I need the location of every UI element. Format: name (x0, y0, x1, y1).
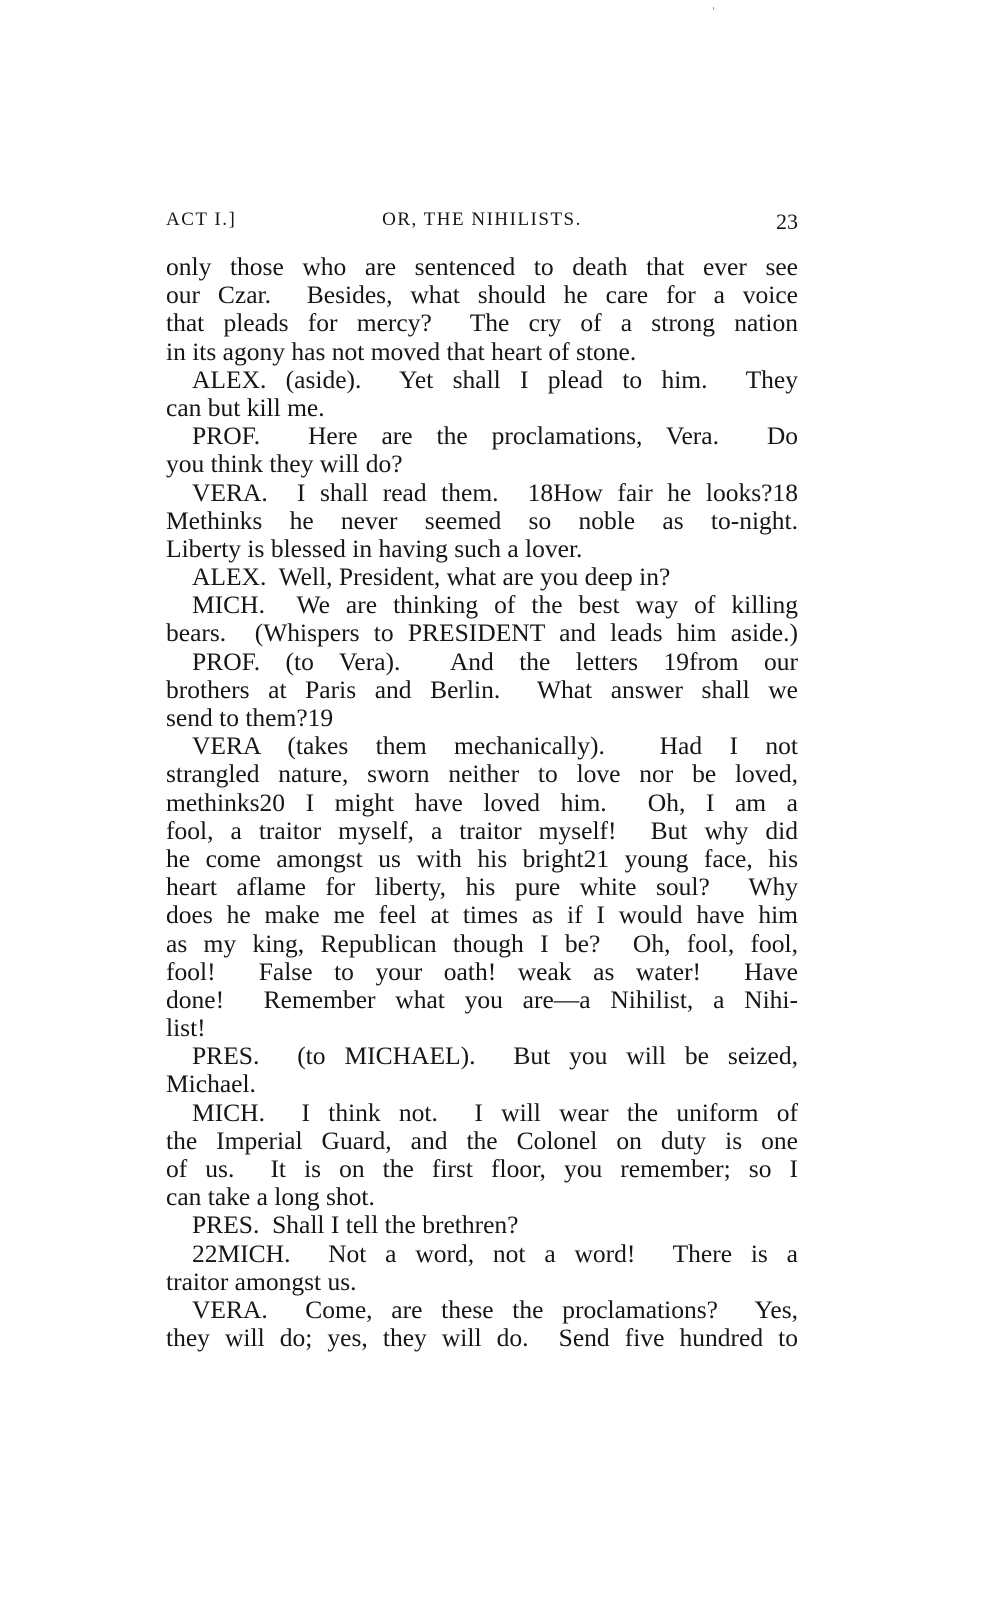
text-line: you think they will do? (166, 449, 403, 479)
text-line: send to them?19 (166, 703, 334, 732)
text-line: they will do; yes, they will do. Send five hundred to (166, 1323, 798, 1353)
text-line: our Czar. Besides, what should he care for a voice (166, 280, 798, 310)
text-line: the Imperial Guard, and the Colonel on duty is one (166, 1125, 798, 1155)
text-line: Liberty is blessed in having such a lover. (166, 533, 583, 563)
running-title: OR, THE NIHILISTS. (382, 209, 582, 230)
text-line: VERA. Come, are these the proclamations? Yes, (192, 1294, 798, 1324)
text-line: only those who are sentenced to death that ever see (166, 252, 798, 281)
text-line: ALEX. Well, President, what are you deep in? (192, 562, 671, 592)
text-line: that pleads for mercy? The cry of a strong nation (166, 308, 798, 338)
page-number: 23 (776, 209, 798, 234)
text-line: he come amongst us with his bright21 young face, his (166, 843, 798, 873)
text-line: ALEX. (aside). Yet shall I plead to him. They (192, 364, 798, 394)
text-line: as my king, Republican though I be? Oh, fool, fool, (166, 928, 798, 958)
text-line: strangled nature, sworn neither to love nor be loved, (166, 759, 798, 789)
text-line: list! (166, 1013, 206, 1043)
text-line: PRES. (to MICHAEL). But you will be seized, (192, 1041, 798, 1071)
text-line: heart aflame for liberty, his pure white soul? Why (166, 872, 798, 902)
text-line: methinks20 I might have loved him. Oh, I am a (166, 787, 798, 817)
scan-mark (713, 7, 714, 10)
text-line: bears. (Whispers to PRESIDENT and leads him aside.) (166, 618, 798, 648)
text-line: VERA (takes them mechanically). Had I not (192, 731, 798, 761)
text-line: brothers at Paris and Berlin. What answer shall we (166, 674, 798, 704)
text-line: Methinks he never seemed so noble as to-night. (166, 505, 798, 535)
text-line: can take a long shot. (166, 1182, 375, 1212)
text-line: fool! False to your oath! weak as water! Have (166, 956, 798, 986)
text-line: PROF. Here are the proclamations, Vera. Do (192, 421, 798, 451)
text-line: PROF. (to Vera). And the letters 19from our (192, 646, 798, 676)
text-line: traitor amongst us. (166, 1266, 357, 1296)
text-line: VERA. I shall read them. 18How fair he looks?18 (192, 477, 798, 507)
text-line: does he make me feel at times as if I would have him (166, 900, 798, 930)
text-line: in its agony has not moved that heart of stone. (166, 336, 637, 366)
act-label: ACT I.] (166, 209, 237, 230)
dialogue-body (166, 253, 798, 1352)
text-line: 22MICH. Not a word, not a word! There is a (192, 1238, 798, 1268)
text-line: PRES. Shall I tell the brethren? (192, 1210, 519, 1240)
running-head (166, 209, 798, 235)
text-line: Michael. (166, 1069, 256, 1099)
text-line: can but kill me. (166, 392, 325, 422)
text-line: MICH. I think not. I will wear the uniform of (192, 1097, 798, 1127)
text-line: MICH. We are thinking of the best way of killing (192, 590, 798, 620)
text-line: of us. It is on the first floor, you remember; so I (166, 1154, 798, 1183)
text-line: done! Remember what you are—a Nihilist, a Nihi- (166, 984, 798, 1014)
text-line: fool, a traitor myself, a traitor myself! But why did (166, 815, 798, 845)
